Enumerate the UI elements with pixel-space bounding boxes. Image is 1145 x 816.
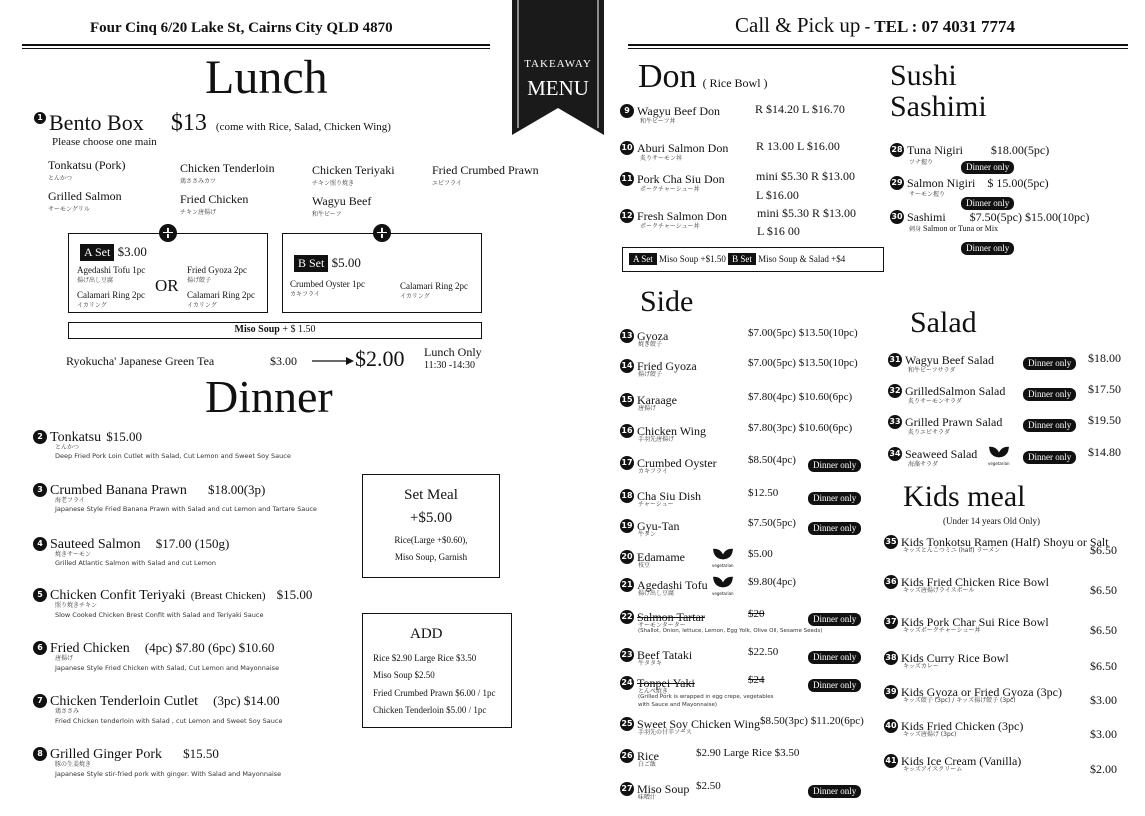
dinner-item-jp: 鶏ささみ xyxy=(55,708,80,715)
don-title: Don ( Rice Bowl ) xyxy=(638,58,768,95)
dinner-item-desc: Slow Cooked Chicken Brest Confit with Salad and Teriyaki Sauce xyxy=(55,611,264,619)
side-item-jp: 牛タタキ xyxy=(638,660,663,667)
plus-icon: + xyxy=(373,224,391,242)
side-price: $7.80(4pc) $10.60(6pc) xyxy=(748,391,853,403)
side-item: 23 Beef Tataki xyxy=(621,648,693,662)
salad-price: $17.50 xyxy=(1088,382,1121,396)
divider xyxy=(628,44,1128,46)
don-price: mini $5.30 R $13.00 xyxy=(756,169,856,183)
side-item: 17 Crumbed Oyster xyxy=(621,456,717,470)
a-set-item: Fried Gyoza 2pc 揚げ餃子 xyxy=(187,265,247,284)
kids-item: 40 Kids Fried Chicken (3pc) xyxy=(885,719,1024,733)
salad-title: Salad xyxy=(910,306,977,339)
set-meal-title: Set Meal xyxy=(404,487,458,503)
side-item-jp: とんぺ焼き xyxy=(638,688,668,695)
salad-price: $14.80 xyxy=(1088,445,1121,459)
side-item: 14 Fried Gyoza xyxy=(621,359,697,373)
a-set-header: A Set $3.00 xyxy=(80,244,147,261)
side-item: 27 Miso Soup xyxy=(621,782,690,796)
arrow-icon xyxy=(312,356,354,366)
dinner-item-jp: 海老フライ xyxy=(55,497,85,504)
plus-icon: + xyxy=(159,224,177,242)
kids-item: 41 Kids Ice Cream (Vanilla) xyxy=(885,754,1022,768)
kids-item-jp: キッズとんこつミニ (half) ラーメン xyxy=(903,547,1001,554)
kids-price: $2.00 xyxy=(1090,762,1117,776)
don-price: R $14.20 L $16.70 xyxy=(755,102,845,116)
side-item: 22 Salmon Tartar xyxy=(621,610,705,624)
side-item-jp: 白ご飯 xyxy=(638,761,657,768)
lunch-title: Lunch xyxy=(205,51,328,104)
a-set-item: Agedashi Tofu 1pc 揚げ出し豆腐 xyxy=(77,265,146,284)
don-item-jp: 炙りサーモン丼 xyxy=(640,155,683,162)
kids-item-jp: キッズアイスクリーム xyxy=(903,766,963,773)
kids-sub: (Under 14 years Old Only) xyxy=(943,516,1040,526)
side-item-jp: 焼き餃子 xyxy=(638,341,663,348)
dinner-item-desc: Japanese Style Fried Chicken with Salad, Cut Lemon and Mayonnaise xyxy=(55,664,280,672)
dinner-only-badge: Dinner only xyxy=(961,191,1014,210)
dinner-item-jp: 豚の生姜焼き xyxy=(55,761,92,768)
don-item-jp: ポークチャーシュー丼 xyxy=(640,223,700,230)
takeaway-ribbon xyxy=(512,0,604,140)
side-price: $7.00(5pc) $13.50(10pc) xyxy=(748,357,858,369)
side-price: $7.80(3pc) $10.60(6pc) xyxy=(748,422,853,434)
add-title: ADD xyxy=(410,626,443,642)
side-item: 24 Tonpei Yaki xyxy=(621,676,695,690)
side-item: 19 Gyu-Tan xyxy=(621,519,680,533)
kids-price: $3.00 xyxy=(1090,693,1117,707)
dinner-item-jp: 照り焼きチキン xyxy=(55,602,97,609)
dinner-only-badge: Dinner only xyxy=(1023,351,1076,370)
dinner-item: 5 Chicken Confit Teriyaki (Breast Chicken) $15.00 xyxy=(33,584,312,604)
side-price: $20 xyxy=(748,608,765,620)
kids-price: $6.50 xyxy=(1090,543,1117,557)
main-option: Tonkatsu (Pork) とんかつ xyxy=(48,158,126,182)
vegetarian-icon: vegetarian xyxy=(712,544,734,568)
side-item: 15 Karaage xyxy=(621,393,677,407)
side-desc: (Shallot, Onion, lettuce, Lemon, Egg Yolk, Olive Oil, Sesame Seeds) xyxy=(638,628,823,634)
don-item: 9 Wagyu Beef Don xyxy=(620,100,720,119)
sushi-item-jp: サーモン握り xyxy=(909,191,946,198)
side-item-jp: 手羽先唐揚げ xyxy=(638,436,675,443)
dinner-only-badge: Dinner only xyxy=(808,673,861,692)
divider xyxy=(628,48,1128,49)
divider xyxy=(22,44,490,46)
dinner-item-desc: Japanese Style stir-fried pork with ginger. With Salad and Mayonnaise xyxy=(55,770,282,778)
side-item-jp: 味噌汁 xyxy=(638,794,657,801)
dinner-item: 2 Tonkatsu $15.00 xyxy=(33,426,142,446)
side-desc: (Grilled Pork is wrapped in egg crepe, vegetables xyxy=(638,694,774,700)
b-set-item: Calamari Ring 2pc イカリング xyxy=(400,281,468,300)
kids-price: $6.50 xyxy=(1090,623,1117,637)
dinner-item-desc: Fried Chicken tenderloin with Salad , cut Lemon and Sweet Soy Sauce xyxy=(55,717,283,725)
restaurant-address: Four Cinq 6/20 Lake St, Cairns City QLD 4870 xyxy=(90,20,393,36)
dinner-item-jp: とんかつ xyxy=(55,444,80,451)
dinner-only-badge: Dinner only xyxy=(961,236,1014,255)
don-item-jp: ポークチャーシュー丼 xyxy=(640,186,700,193)
tea-old-price: $3.00 xyxy=(270,354,297,368)
bento-choose: Please choose one main xyxy=(52,136,157,148)
dinner-only-badge: Dinner only xyxy=(1023,413,1076,432)
side-item-jp: サーモンターター xyxy=(638,622,686,629)
side-item: 21 Agedashi Tofu xyxy=(621,578,708,592)
dinner-only-badge: Dinner only xyxy=(808,779,861,798)
side-item: 13 Gyoza xyxy=(621,329,669,343)
dinner-only-badge: Dinner only xyxy=(961,155,1014,174)
salad-item-jp: 和牛ビーフサラダ xyxy=(908,367,956,374)
salad-item: 31 Wagyu Beef Salad xyxy=(889,353,995,367)
bento-box: 1 Bento Box $13 (come with Rice, Salad, Chicken Wing) xyxy=(34,110,391,137)
a-set-item: Calamari Ring 2pc イカリング xyxy=(187,290,255,309)
main-option: Fried Crumbed Prawn エビフライ xyxy=(432,163,539,187)
dinner-item: 8 Grilled Ginger Pork $15.50 xyxy=(33,743,219,763)
kids-title: Kids meal xyxy=(903,480,1026,513)
salad-item: 33 Grilled Prawn Salad xyxy=(889,415,1003,429)
sushi-item: 28 Tuna Nigiri $18.00(5pc) xyxy=(891,143,1050,157)
kids-item-jp: キッズカレー xyxy=(903,663,939,670)
b-set-item: Crumbed Oyster 1pc カキフライ xyxy=(290,279,365,298)
side-item: 20 Edamame xyxy=(621,550,685,564)
add-line: Rice $2.90 Large Rice $3.50 xyxy=(373,653,477,663)
sushi-title: Sushi Sashimi xyxy=(890,59,987,123)
dinner-item: 7 Chicken Tenderloin Cutlet (3pc) $14.00 xyxy=(33,690,280,710)
salad-item-jp: 炙りサーモンサラダ xyxy=(908,398,962,405)
side-item: 25 Sweet Soy Chicken Wing xyxy=(621,717,760,731)
side-item-jp: 牛タン xyxy=(638,531,657,538)
dinner-item: 4 Sauteed Salmon $17.00 (150g) xyxy=(33,533,229,553)
ribbon-top: TAKEAWAY xyxy=(524,58,592,70)
sashimi-note: 刺身 Salmon or Tuna or Mix xyxy=(909,224,999,233)
side-price: $9.80(4pc) xyxy=(748,576,796,588)
don-price: L $16.00 xyxy=(756,188,799,202)
kids-item-jp: キッズ唐揚げ (3pc) xyxy=(903,731,957,738)
side-item-jp: 枝豆 xyxy=(638,562,651,569)
side-price: $2.50 xyxy=(696,780,721,792)
dinner-item-jp: 焼きサーモン xyxy=(55,551,92,558)
main-option: Wagyu Beef 和牛ビーフ xyxy=(312,194,372,218)
dinner-item-desc: Grilled Atlantic Salmon with Salad and cut Lemon xyxy=(55,559,216,567)
main-option: Chicken Tenderloin 鶏ささみカツ xyxy=(180,161,275,185)
dinner-only-badge: Dinner only xyxy=(808,516,861,535)
side-price: $7.50(5pc) xyxy=(748,517,796,529)
side-price: $5.00 xyxy=(748,548,773,560)
kids-item: 38 Kids Curry Rice Bowl xyxy=(885,651,1009,665)
side-price: $8.50(4pc) xyxy=(748,454,796,466)
side-price: $12.50 xyxy=(748,487,779,499)
dinner-item: 6 Fried Chicken (4pc) $7.80 (6pc) $10.60 xyxy=(33,637,274,657)
side-price: $22.50 xyxy=(748,646,779,658)
side-price: $7.00(5pc) $13.50(10pc) xyxy=(748,327,858,339)
side-item-jp: 唐揚げ xyxy=(638,405,657,412)
kids-price: $6.50 xyxy=(1090,583,1117,597)
dinner-only-badge: Dinner only xyxy=(1023,382,1076,401)
miso-addon: Miso Soup + $ 1.50 xyxy=(234,324,316,335)
sushi-item-jp: ツナ握り xyxy=(909,159,934,166)
salad-item: 32 GrilledSalmon Salad xyxy=(889,384,1006,398)
side-item-jp: 手羽先の甘辛ソース xyxy=(638,729,692,736)
side-item: 26 Rice xyxy=(621,749,659,763)
side-price: $24 xyxy=(748,674,765,686)
side-item: 18 Cha Siu Dish xyxy=(621,489,702,503)
don-sets: A Set Miso Soup +$1.50 B Set Miso Soup & Salad +$4 xyxy=(629,253,845,265)
side-price: $8.50(3pc) $11.20(6pc) xyxy=(760,715,864,727)
kids-item-jp: キッズポークチャーシュー丼 xyxy=(903,627,981,634)
kids-item-jp: キッズ唐揚げライスボール xyxy=(903,587,975,594)
tea-new-price: $2.00 xyxy=(355,346,405,371)
vegetarian-icon: vegetarian xyxy=(988,442,1010,466)
salad-item: 34 Seaweed Salad xyxy=(889,447,978,461)
side-item-jp: 揚げ餃子 xyxy=(638,371,663,378)
salad-price: $19.50 xyxy=(1088,413,1121,427)
dinner-only-badge: Dinner only xyxy=(808,645,861,664)
a-set-item: Calamari Ring 2pc イカリング xyxy=(77,290,145,309)
kids-item: 35 Kids Tonkotsu Ramen (Half) Shoyu or Salt xyxy=(885,535,1109,549)
salad-item-jp: 炙りエビサラダ xyxy=(908,429,950,436)
don-price: mini $5.30 R $13.00 xyxy=(757,206,857,220)
kids-item-jp: キッズ餃子 (3pc) / キッズ揚げ餃子 (3pc) xyxy=(903,697,1016,704)
set-meal-line: Miso Soup, Garnish xyxy=(394,552,468,562)
add-line: Fried Crumbed Prawn $6.00 / 1pc xyxy=(373,688,496,698)
side-item-jp: チャーシュー xyxy=(638,501,674,508)
lunch-only: Lunch Only xyxy=(424,345,482,359)
dinner-only-badge: Dinner only xyxy=(808,486,861,505)
dinner-item-desc: Deep Fried Pork Loin Cutlet with Salad, Cut Lemon and Sweet Soy Sauce xyxy=(55,452,291,460)
side-desc: with Sauce and Mayonnaise) xyxy=(638,702,718,708)
green-tea: Ryokucha' Japanese Green Tea xyxy=(66,354,215,368)
don-item: 11 Pork Cha Siu Don xyxy=(621,172,725,186)
don-price: L $16 00 xyxy=(757,224,800,238)
don-price: R 13.00 L $16.00 xyxy=(756,139,840,153)
main-option: Fried Chicken チキン唐揚げ xyxy=(180,192,249,216)
kids-item: 37 Kids Pork Char Sui Rice Bowl xyxy=(885,615,1049,629)
dinner-item: 3 Crumbed Banana Prawn $18.00(3p) xyxy=(33,479,265,499)
dinner-item-desc: Japanese Style Fried Banana Prawn with Salad and cut Lemon and Tartare Sauce xyxy=(55,505,317,513)
kids-price: $3.00 xyxy=(1090,727,1117,741)
side-price: $2.90 Large Rice $3.50 xyxy=(696,747,800,759)
dinner-item-jp: 唐揚げ xyxy=(55,655,74,662)
side-title: Side xyxy=(640,285,694,318)
add-line: Miso Soup $2.50 xyxy=(373,670,435,680)
divider xyxy=(22,48,490,49)
kids-item: 39 Kids Gyoza or Fried Gyoza (3pc) xyxy=(885,685,1062,699)
side-item-jp: 揚げ出し豆腐 xyxy=(638,590,675,597)
kids-item: 36 Kids Fried Chicken Rice Bowl xyxy=(885,575,1049,589)
ribbon-bottom: MENU xyxy=(527,76,589,100)
salad-price: $18.00 xyxy=(1088,351,1121,365)
dinner-only-badge: Dinner only xyxy=(808,607,861,626)
vegetarian-icon: vegetarian xyxy=(712,572,734,596)
don-item: 12 Fresh Salmon Don xyxy=(621,209,727,223)
set-meal-line: Rice(Large +$0.60), xyxy=(394,535,468,545)
sushi-item: 30 Sashimi $7.50(5pc) $15.00(10pc) xyxy=(891,210,1090,224)
dinner-title: Dinner xyxy=(205,371,333,422)
or-label: OR xyxy=(155,276,179,295)
side-item-jp: カキフライ xyxy=(638,468,668,475)
b-set-header: B Set $5.00 xyxy=(294,255,361,272)
kids-price: $6.50 xyxy=(1090,659,1117,673)
salad-item-jp: 海藻サラダ xyxy=(908,461,938,468)
lunch-hours: 11:30 -14:30 xyxy=(424,360,476,371)
main-option: Chicken Teriyaki チキン照り焼き xyxy=(312,163,395,187)
set-meal-price: +$5.00 xyxy=(409,510,453,526)
don-item: 10 Aburi Salmon Don xyxy=(621,141,729,155)
dinner-only-badge: Dinner only xyxy=(1023,445,1076,464)
add-line: Chicken Tenderloin $5.00 / 1pc xyxy=(373,705,487,715)
side-item: 16 Chicken Wing xyxy=(621,424,706,438)
sushi-item: 29 Salmon Nigiri $ 15.00(5pc) xyxy=(891,176,1049,190)
main-option: Grilled Salmon サーモングリル xyxy=(48,189,122,213)
dinner-only-badge: Dinner only xyxy=(808,453,861,472)
b-set-box xyxy=(282,233,482,313)
don-item-jp: 和牛ビーフ丼 xyxy=(640,118,676,125)
call-pickup: Call & Pick up - TEL : 07 4031 7774 xyxy=(735,13,1016,37)
